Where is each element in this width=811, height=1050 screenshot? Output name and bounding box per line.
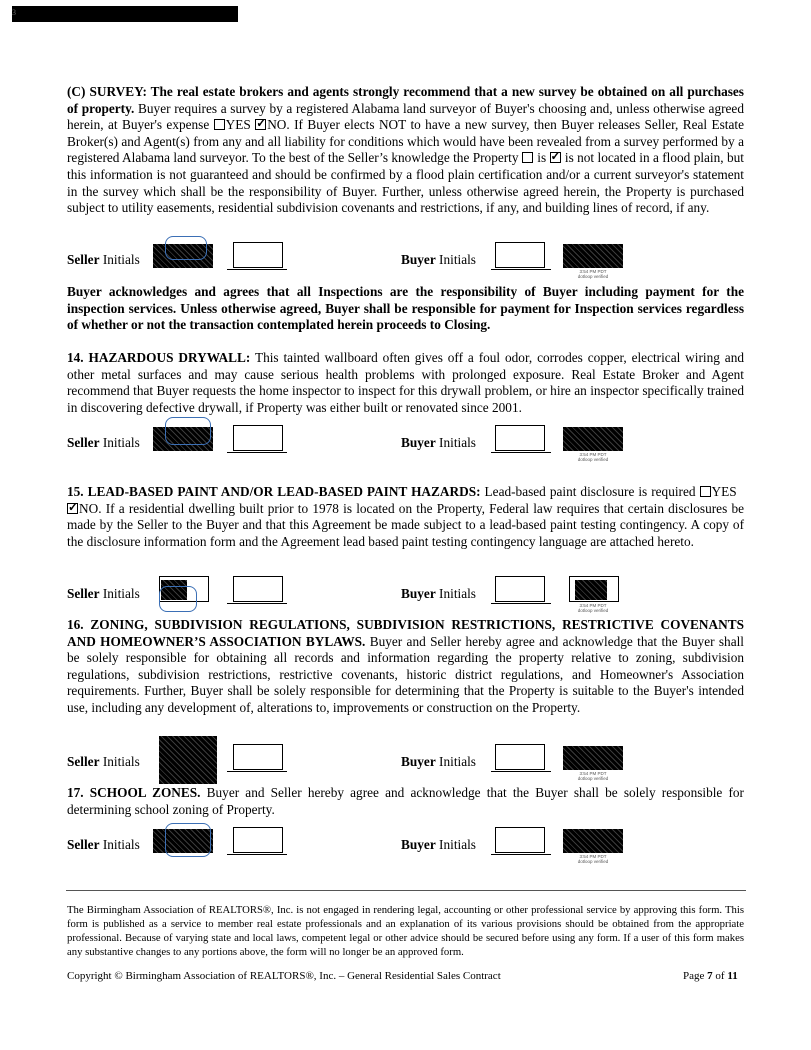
buyer-initials-box-1[interactable] [495,576,545,602]
drywall-heading: 14. HAZARDOUS DRYWALL: [67,350,251,365]
survey-no-label: NO. [267,117,290,133]
seller-label: Seller [67,754,100,769]
buyer-label: Buyer [401,586,436,601]
zoning-heading: 16. ZONING, SUBDIVISION REGULATIONS, SUBDIVISION RESTRICTIONS, RESTRICTIVE COVENANTS AND HOMEOWNER’S ASSOCIATION BYLAWS. [67,617,744,649]
seller-initials-word: Initials [102,754,140,769]
lead-yes-checkbox[interactable] [700,486,711,497]
seller-initials-box-2[interactable] [233,744,283,770]
lead-no-checkbox[interactable] [67,503,78,514]
buyer-initial-signature [563,746,623,770]
page-current: 7 [707,970,713,982]
survey-text-3: is not located in a flood plain, but this information is not guaranteed and should be confirmed by a flood plain certification and/or a current surveyor's statement in the survey which shall be the responsibility of Buyer. Further, unless otherwise agreed herein, the Property is purchased subject to utility easements, residential subdivision covenants and restrictions, if any, and building lines of record, if any. [67,150,744,216]
page-total: 11 [727,970,738,982]
stamp-verified: dotloop verified [577,859,609,864]
copyright: Copyright © Birmingham Association of REALTORS®, Inc. – General Residential Sales Contract [67,970,501,982]
stamp-verified: dotloop verified [577,776,609,781]
lead-paint-section [67,484,744,550]
lead-paint-heading: 15. LEAD-BASED PAINT AND/OR LEAD-BASED PAINT HAZARDS: [67,484,481,499]
initials-row-zoning [67,744,744,780]
page-number [683,970,738,982]
initials-row-school [67,827,744,863]
buyer-label: Buyer [401,754,436,769]
footer-disclaimer: The Birmingham Association of REALTORS®, Inc. is not engaged in rendering legal, accounting or other professional service by approving this form. This form is published as a service to member real estate professionals and an explanation of its various provisions should be obtained from the appropriate professional. Because of varying state and local laws, competent legal or other advice should be secured before using any form. If a user of this form makes any substantive changes to any portions above, the form will no longer be an approved form. [67,904,744,958]
stamp-time: 3:54 PM PDT [579,452,607,457]
seller-initials-box-2[interactable] [233,425,283,451]
page-prefix: Page [683,970,705,982]
buyer-initials-word: Initials [439,252,476,267]
initials-row-survey [67,242,744,278]
stamp-time: 3:54 PM PDT [579,603,607,608]
seller-label: Seller [67,252,100,267]
seller-initials-box-2[interactable] [233,827,283,853]
buyer-initial-signature [563,829,623,853]
signature-stroke [159,586,197,612]
buyer-initials-word: Initials [439,586,476,601]
seller-label: Seller [67,586,100,601]
seller-initials-word: Initials [102,586,140,601]
survey-yes-label: YES [225,117,251,133]
survey-no-checkbox[interactable] [255,119,266,130]
drywall-section [67,350,744,416]
survey-text-2: If Buyer elects NOT to have a new survey, then Buyer releases Seller, Real Estate Broker(s) and Agent(s) from any and all liability for conditions which would have been revealed from a survey performed by a registered Alabama land surveyor. To the best of the Seller’s knowledge the Property [67,117,744,166]
seller-initials-word: Initials [102,435,140,450]
inspection-notice: Buyer acknowledges and agrees that all Inspections are the responsibility of Buyer including payment for the inspection services. Unless otherwise agreed, Buyer shall be responsible for payment for Inspection services regardless of whether or not the transaction contemplated herein proceeds to Closing. [67,284,744,333]
buyer-initials-box-1[interactable] [495,827,545,853]
signature-stroke [165,823,211,857]
zoning-section [67,617,744,717]
buyer-initials-box-1[interactable] [495,242,545,268]
stamp-time: 3:54 PM PDT [579,854,607,859]
drywall-text: This tainted wallboard often gives off a foul odor, corrodes copper, electrical wiring and other metal surfaces and may cause serious health problems with prolonged exposure. Real Estate Broker and Agent recommend that Buyer requests the home inspector to inspect for this drywall problem, or hire an inspector specifically trained in discovering defective drywall, if Property was either built or renovated since 2001. [67,350,744,415]
lead-yes-label: YES [711,484,737,499]
seller-label: Seller [67,837,100,852]
buyer-initial-signature [563,427,623,451]
page-of: of [715,970,725,982]
footer-divider [66,890,746,891]
stamp-time: 3:54 PM PDT [579,269,607,274]
seller-initials-word: Initials [102,837,140,852]
stamp-verified: dotloop verified [577,608,609,613]
survey-text-1: Buyer requires a survey by a registered Alabama land surveyor of Buyer's choosing and, unless otherwise agreed herein, at Buyer's expense [67,100,744,133]
buyer-label: Buyer [401,435,436,450]
buyer-initials-word: Initials [439,837,476,852]
zoning-text: Buyer and Seller hereby agree and acknowledge that the Buyer shall be solely responsible for obtaining all records and information regarding the property relative to zoning, subdivision regulations, subdivision restrictions, restrictive covenants, historic district regulations, and Homeowner's Association requirements. Further, Buyer shall be solely responsible for determining that the Property is suitable to the Buyer's intended use, including any development of, alterations to, improvements or construction on the Property. [67,633,744,715]
buyer-initials-box-1[interactable] [495,744,545,770]
buyer-initials-word: Initials [439,754,476,769]
lead-paint-text-2: If a residential dwelling built prior to 1978 is located on the Property, Federal law requires that certain disclosures be made by the Seller to the Buyer and that this Agreement be made subject to a lead-based paint testing contingency. A copy of the disclosure information form and the Agreement lead based paint testing contingency language are attached hereto. [67,500,744,549]
buyer-initial-signature [575,580,607,600]
initials-row-drywall [67,425,744,461]
stamp-verified: dotloop verified [577,457,609,462]
stamp-time: 3:54 PM PDT [579,771,607,776]
seller-label: Seller [67,435,100,450]
seller-initials-box-2[interactable] [233,242,283,268]
buyer-initials-word: Initials [439,435,476,450]
stamp-verified: dotloop verified [577,274,609,279]
flood-is-not-checkbox[interactable] [550,152,561,163]
lead-paint-text-1: Lead-based paint disclosure is required [484,484,696,499]
survey-yes-checkbox[interactable] [214,119,225,130]
buyer-initial-signature [563,244,623,268]
flood-is-label: is [537,150,547,166]
seller-initial-signature [159,736,217,784]
seller-initials-word: Initials [102,252,140,267]
survey-lead: (C) SURVEY: The real estate brokers and agents strongly recommend that a new survey be obtained on all purchases of property. [67,84,744,116]
signature-stroke [165,236,207,260]
redacted-header [12,6,238,22]
school-section [67,785,744,818]
school-text: Buyer and Seller hereby agree and acknowledge that the Buyer shall be solely responsible for determining school zoning of Property. [67,785,744,817]
school-heading: 17. SCHOOL ZONES. [67,785,201,800]
lead-no-label: NO. [79,500,102,516]
survey-section [67,84,744,217]
seller-initials-box-2[interactable] [233,576,283,602]
initials-row-lead-paint [67,576,744,612]
buyer-label: Buyer [401,837,436,852]
header-stub: 3 [12,8,16,17]
buyer-initials-box-1[interactable] [495,425,545,451]
buyer-label: Buyer [401,252,436,267]
flood-is-checkbox[interactable] [522,152,533,163]
signature-stroke [165,417,211,445]
